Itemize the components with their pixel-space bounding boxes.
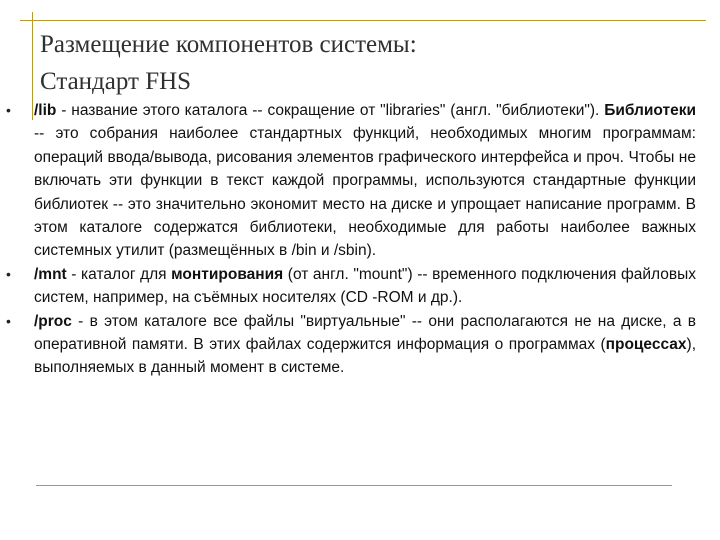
bullet-icon: • [6, 312, 11, 329]
list-item-lib [6, 99, 696, 263]
item-text-part: -- это собрания наиболее стандартных функций, необходимых многим программам: операций ввода/вывода, рисования элементов графического интерфейса и проч. Чтобы не включать эти функции в текст каждой программы, используются стандартные функции библиотек -- это значительно экономит место на диске и упрощает написание программ. В этом каталоге содержатся библиотеки, необходимые для работы наиболее важных системных утилит (размещённых в /bin и /sbin). [34, 125, 696, 260]
title-line-1: Размещение компонентов системы: [40, 31, 417, 58]
slide-title [40, 26, 680, 100]
item-text-part: - в этом каталоге все файлы "виртуальные" -- они располагаются не на диске, а в оперативной памяти. В этих файлах содержится информация о программах ( [34, 312, 696, 354]
item-bold-term: монтирования [171, 265, 284, 283]
item-keyword: /mnt [34, 265, 67, 283]
bullet-icon: • [6, 102, 11, 118]
title-line-2: Стандарт FHS [40, 68, 192, 95]
item-keyword: /proc [34, 312, 72, 330]
item-bold-term: Библиотеки [604, 102, 696, 119]
item-text-part: (от англ. "mount") -- временного подключения файловых систем, например, на съёмных носителях (CD -ROM и др.). [34, 265, 697, 307]
list-item-mnt [6, 263, 696, 310]
item-keyword: /lib [34, 102, 57, 119]
item-text-part: - каталог для [66, 265, 172, 283]
frame-bottom-line [36, 485, 672, 486]
list-item-proc [6, 310, 696, 380]
item-text [34, 99, 696, 263]
frame-top-line [20, 20, 706, 21]
item-text-part: ), выполняемых в данный момент в системе. [34, 336, 696, 377]
item-bold-term: процессах [605, 336, 687, 354]
bullet-icon: • [6, 265, 11, 282]
bullet-list [6, 99, 696, 380]
item-text [34, 310, 696, 380]
item-text [34, 263, 696, 310]
item-text-part: - название этого каталога -- сокращение от "libraries" (англ. "библиотеки"). [56, 102, 605, 119]
